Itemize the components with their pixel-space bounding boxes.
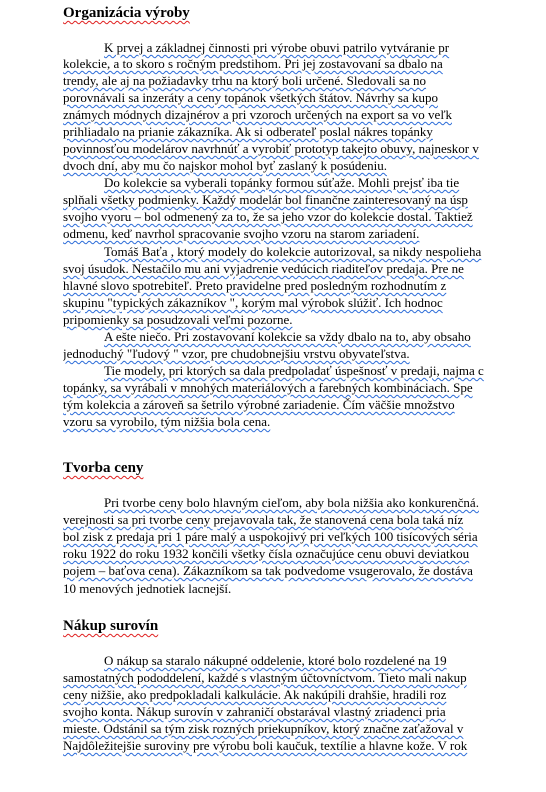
paragraph-line: samostatných pododdelení, každé s vlastným účtovníctvom. Tieto mali nakup [63, 670, 467, 685]
section-title-tvorba-ceny: Tvorba ceny [63, 460, 144, 476]
paragraph-line: Tomáš Baťa , ktorý modely do kolekcie autorizoval, sa nikdy nespolieha [104, 244, 482, 259]
paragraph-line: povinnosťou modelárov navrhnúť a vyrobiť prototyp takejto obuvy, najneskor v [63, 141, 479, 156]
paragraph-line: ceny nižšie, ako predpokladali kalkulácie. Ak nakúpili drahšie, hradili roz [63, 687, 447, 702]
paragraph-line: topánky, sa vyrábali v mnohých materiálových a farebných kombináciach. Spe [63, 380, 473, 395]
paragraph-line: trendy, ale aj na požiadavky trhu na ktorý boli určené. Sledovali sa no [63, 73, 427, 88]
section-title-nakup-surovin: Nákup surovín [63, 618, 159, 634]
paragraph-line: hlavné slovo spotrebiteľ. Preto pravidelne pred posledným rozhodnutím z [63, 278, 447, 293]
paragraph-line: O nákup sa staralo nákupné oddelenie, ktoré bolo rozdelené na 19 [104, 653, 447, 668]
paragraph-line: svoj úsudok. Nestačilo mu ani vyjadrenie vedúcich riaditeľov predaja. Pre ne [63, 261, 464, 276]
section-title-organizacia: Organizácia výroby [63, 5, 190, 21]
paragraph-line: Tie modely, pri ktorých sa dala predpoladať úspešnosť v predaji, najma c [104, 363, 484, 378]
paragraph-line: známych módnych dizajnérov a pri vzoroch určených na export sa vo veľk [63, 107, 452, 122]
paragraph-line: svojho vyoru – bol odmenený za to, že sa jeho vzor do kolekcie dostal. Taktiež [63, 209, 473, 224]
paragraph-line: dvoch dní, aby mu čo najskor mohol byť zaslaný k posúdeniu. [63, 158, 388, 173]
document-page [63, 0, 546, 792]
paragraph-line: Pri tvorbe ceny bolo hlavným cieľom, aby bola nižšia ako konkurenčná. [104, 495, 479, 510]
paragraph-line: porovnávali sa inzeráty a ceny topánok všetkých štátov. Návrhy sa kupo [63, 90, 438, 105]
paragraph-line: splňali všetky podmienky. Každý modelár bol finančne zainteresovaný na úsp [63, 192, 468, 207]
paragraph-line: roku 1922 do roku 1932 končili všetky čísla označujúce cenu obuvi deviatkou [63, 546, 470, 561]
paragraph-line: prihliadalo na prianie zákazníka. Ak si odberateľ poslal nákres topánky [63, 124, 433, 139]
paragraph-line: tým kolekcia a zároveň sa šetrilo výrobné zariadenie. Čím väčšie množstvo [63, 397, 455, 412]
paragraph-line: skupinu "typických zákazníkov ", korým mal výrobok slúžiť. Ich hodnoc [63, 295, 443, 310]
paragraph-line: bol zisk z predaja pri 1 páre malý a uspokojivý pri veľkých 100 tisícových séria [63, 529, 478, 544]
paragraph-line: A ešte niečo. Pri zostavovaní kolekcie sa vždy dbalo na to, aby obsaho [104, 329, 471, 344]
paragraph-line: jednoduchý "ľudový " vzor, pre chudobnejšiu vrstvu obyvateľstva. [63, 346, 410, 361]
paragraph-line: Najdôležitejšie suroviny pre výrobu boli kaučuk, textílie a hlavne kože. V rok [63, 738, 468, 753]
paragraph-line: pojem – baťova cena). Zákazníkom sa tak podvedome vsugerovalo, že dostáva [63, 563, 473, 578]
paragraph-line: verejnosti sa pri tvorbe ceny prejavovala tak, že stanovená cena bola taká níz [63, 512, 464, 527]
paragraph-line: Do kolekcie sa vyberali topánky formou súťaže. Mohli prejsť iba tie [104, 175, 460, 190]
paragraph-line: pripomienky sa posudzovali veľmi pozorne. [63, 312, 293, 327]
paragraph-line: K prvej a základnej činnosti pri výrobe obuvi patrilo vytváranie pr [104, 40, 450, 55]
paragraph-line: 10 menových jednotiek lacnejší. [63, 581, 232, 596]
paragraph-line: svojho konta. Nákup surovín v zahraničí obstarával vlastný zriadenci pria [63, 704, 446, 719]
paragraph-line: odmenu, keď navrhol spracovanie svojho vzoru na starom zariadení. [63, 226, 420, 241]
paragraph-line: mieste. Odstánil sa tým zisk rozných priekupníkov, ktorý značne zaťažoval v [63, 721, 464, 736]
paragraph-line: kolekcie, a to skoro s ročným predstihom. Pri jej zostavovaní sa dbalo na [63, 56, 443, 71]
paragraph-line: vzoru sa vyrobilo, tým nižšia bola cena. [63, 414, 271, 429]
